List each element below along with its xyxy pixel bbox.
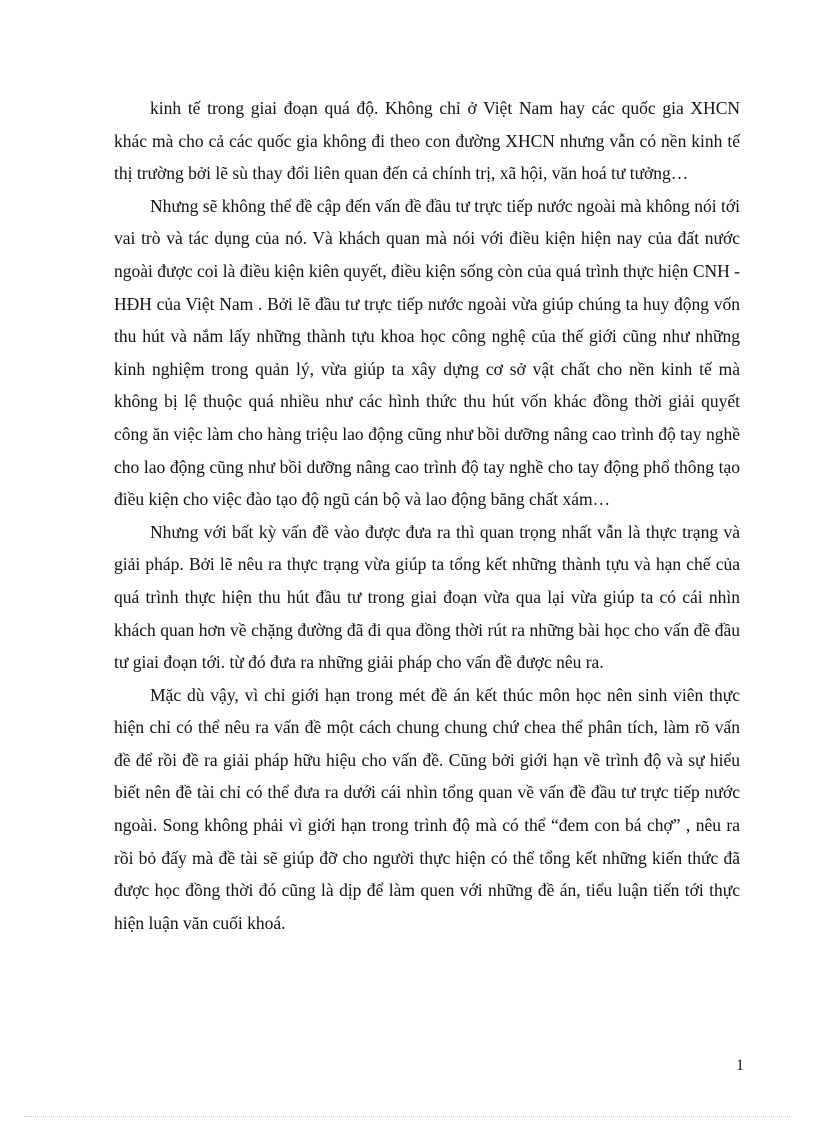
body-text [114, 92, 740, 939]
page-number: 1 [736, 1057, 744, 1074]
paragraph-2: Nhưng sẽ không thể đề cập đến vấn đề đầu tư trực tiếp nước ngoài mà không nói tới vai trò và tác dụng của nó. Và khách quan mà nói với điều kiện hiện nay của đất nước ngoài được coi là điều kiện kiên quyết, điều kiện sống còn của quá trình thực hiện CNH - HĐH của Việt Nam . Bởi lẽ đầu tư trực tiếp nước ngoài vừa giúp chúng ta huy động vốn thu hút và nắm lấy những thành tựu khoa học công nghệ của thế giới cũng như những kinh nghiệm trong quản lý, vừa giúp ta xây dựng cơ sở vật chất cho nền kinh tế mà không bị lệ thuộc quá nhiều như các hình thức thu hút vốn khác đồng thời giải quyết công ăn việc làm cho hàng triệu lao động cũng như bồi dưỡng nâng cao trình độ tay nghề cho lao động cũng như bồi dưỡng nâng cao trình độ tay nghề cho tay động phổ thông tạo điều kiện cho việc đào tạo độ ngũ cán bộ và lao động băng chất xám… [114, 195, 740, 510]
paragraph-3: Nhưng với bất kỳ vấn đề vào được đưa ra thì quan trọng nhất vẫn là thực trạng và giải pháp. Bởi lẽ nêu ra thực trạng vừa giúp ta tổng kết những thành tựu và hạn chế của quá trình thực hiện thu hút đầu tư trong giai đoạn vừa qua lại vừa giúp ta có cái nhìn khách quan hơn về chặng đường đã đi qua đồng thời rút ra những bài học cho vấn đề đầu tư giai đoạn tới. từ đó đưa ra những giải pháp cho vấn đề được nêu ra. [114, 521, 740, 673]
footer-dotted-rule [24, 1116, 792, 1117]
paragraph-1: kinh tế trong giai đoạn quá độ. Không chỉ ở Việt Nam hay các quốc gia XHCN khác mà cho cả các quốc gia không đi theo con đường XHCN nhưng vẫn có nền kinh tế thị trường bởi lẽ sù thay đổi liên quan đến cả chính trị, xã hội, văn hoá tư tưởng… [114, 98, 740, 184]
paragraph-4: Mặc dù vậy, vì chỉ giới hạn trong mét đề án kết thúc môn học nên sinh viên thực hiện chỉ có thể nêu ra vấn đề một cách chung chung chứ chea thể phân tích, làm rõ vấn đề để rồi đề ra giải pháp hữu hiệu cho vấn đề. Cũng bởi giới hạn về trình độ và sự hiểu biết nên đề tài chỉ có thể đưa ra dưới cái nhìn tổng quan về vấn đề đầu tư trực tiếp nước ngoài. Song không phải vì giới hạn trong trình độ mà có thể “đem con bá chợ” , nêu ra rồi bỏ đấy mà đề tài sẽ giúp đỡ cho người thực hiện có thể tổng kết những kiến thức đã được học đồng thời đó cũng là dịp để làm quen với những đề án, tiểu luận tiến tới thực hiện luận văn cuối khoá. [114, 684, 740, 933]
